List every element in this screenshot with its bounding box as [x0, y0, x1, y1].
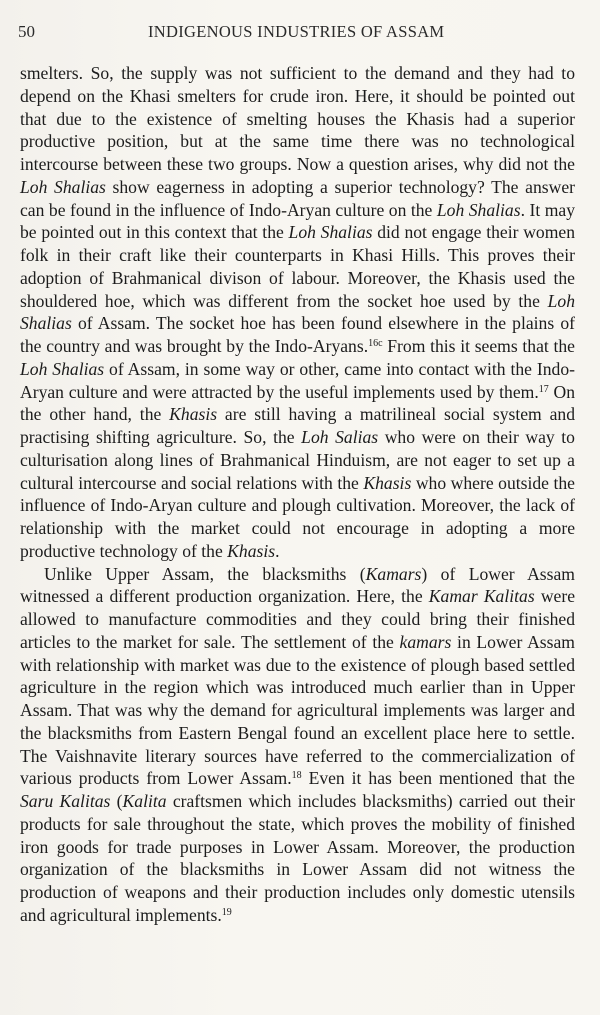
text-run: in Lower Assam with relationship with market was due to the existence of plough based settled agriculture in the region which was introduced much earlier than in Upper Assam. That was why the demand for agricultural implements was larger and the blacksmiths from Eastern Bengal found an excellent place here to settle. The Vaishnavite literary sources have referred to the commercialization of various products from Lower Assam. — [20, 631, 575, 789]
italic-term: Kamars — [365, 563, 422, 584]
italic-term: Loh Shalias — [288, 222, 373, 243]
text-run: craftsmen which includes blacksmiths) carried out their products for sale throughout the state, which proves the mobility of finished iron goods for trade purposes in Lower Assam. Moreover, the production organization of the blacksmiths in Lower Assam did not witness the production of weapons and their production includes only domestic utensils and agricultural implements. — [20, 791, 575, 925]
body-text — [20, 62, 575, 927]
text-run: were allowed to manufacture commodities and they could bring their finished articles to the market for sale. The settlement of the — [20, 586, 576, 652]
text-run: smelters. So, the supply was not sufficient to the demand and they had to depend on the Khasi smelters for crude iron. Here, it should be pointed out that due to the existence of smelting houses the Khasis had a superior productive position, but at the same time there was no technological intercourse between these two groups. Now a question arises, why did not the — [20, 63, 575, 174]
italic-term: Loh Salias — [301, 427, 379, 447]
italic-term: Loh Shalias — [20, 358, 105, 379]
text-run: Even it has been mentioned that the — [301, 768, 575, 789]
text-run: of Assam, in some way or other, came into contact with the Indo-Aryan culture and were attracted by the useful implements used by them. — [20, 358, 575, 402]
paragraph — [20, 62, 575, 563]
text-run: On the other hand, the — [20, 381, 575, 425]
footnote-marker: 16c — [368, 338, 383, 349]
footnote-marker: 19 — [221, 906, 232, 918]
italic-term: Kamar Kalitas — [428, 586, 535, 607]
text-run: ) of Lower Assam witnessed a different production organization. Here, the — [20, 563, 575, 607]
italic-term: kamars — [399, 631, 452, 652]
text-run: Unlike Upper Assam, the blacksmiths ( — [44, 563, 366, 584]
text-run: who were on their way to culturisation along lines of Brahmanical Hinduism, are not eager to set up a cultural intercourse and social relations with the — [20, 427, 575, 493]
text-run: of Assam. The socket hoe has been found elsewhere in the plains of the country and was brought by the Indo-Aryans. — [20, 313, 575, 356]
italic-term: Saru Kalitas — [20, 791, 111, 811]
italic-term: Loh Shalias — [436, 199, 521, 220]
text-run: . — [275, 540, 280, 561]
footnote-marker: 18 — [291, 770, 302, 782]
italic-term: Khasis — [169, 404, 218, 425]
italic-term: Loh Shalias — [20, 290, 575, 334]
italic-term: Khasis — [227, 540, 276, 561]
text-run: From this it seems that the — [382, 336, 575, 356]
text-run: are still having a matrilineal social system and practising shifting agriculture. So, the — [20, 404, 575, 447]
running-head: INDIGENOUS INDUSTRIES OF ASSAM — [148, 22, 445, 41]
text-run: show eagerness in adopting a superior technology? The answer can be found in the influence of Indo-Aryan culture on the — [20, 176, 575, 220]
italic-term: Kalita — [122, 791, 167, 811]
page-header — [18, 22, 582, 44]
italic-term: Khasis — [363, 472, 412, 493]
paragraph — [20, 563, 575, 927]
text-run: . It may be pointed out in this context that the — [20, 199, 576, 243]
page-number: 50 — [18, 22, 35, 41]
text-run: ( — [110, 791, 123, 811]
text-run: did not engage their women folk in their craft like their counterparts in Khasi Hills. This proves their adoption of Brahmanical divison of labour. Moreover, the Khasis used the shouldered hoe, which was different from the socket hoe used by the — [20, 222, 575, 311]
italic-term: Loh Shalias — [20, 176, 106, 197]
footnote-marker: 17 — [538, 383, 549, 395]
text-run: who where outside the influence of Indo-Aryan culture and plough cultivation. Moreover, the lack of relationship with the market could not encourage in adopting a more productive technology of the — [20, 472, 575, 561]
